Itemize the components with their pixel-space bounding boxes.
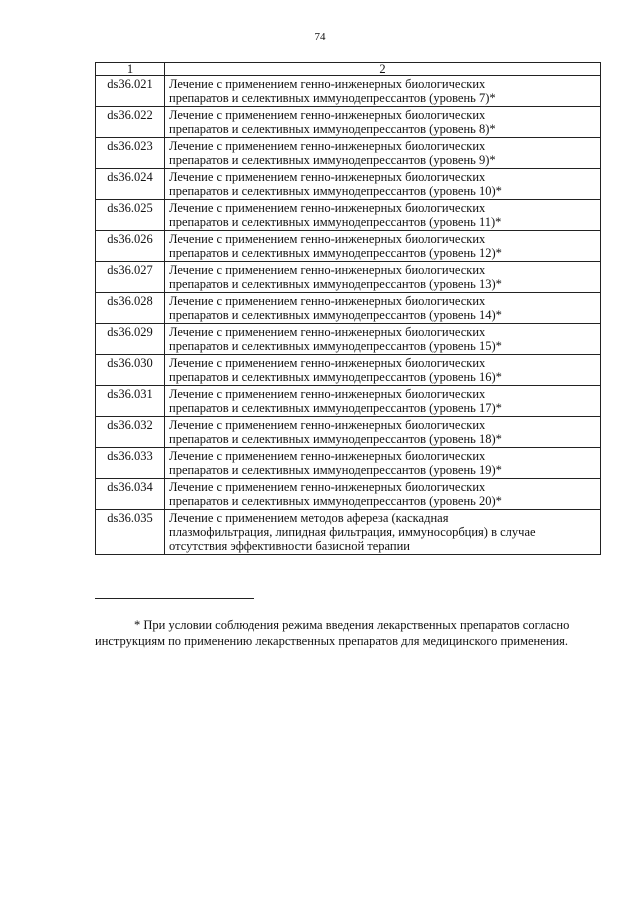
table-row bbox=[96, 262, 601, 293]
description-line: Лечение с применением генно-инженерных биологических bbox=[169, 108, 486, 122]
codes-table bbox=[95, 62, 601, 555]
table-row bbox=[96, 76, 601, 107]
description-line: препаратов и селективных иммунодепрессантов (уровень 9)* bbox=[169, 153, 496, 167]
column-header-1: 1 bbox=[96, 63, 165, 76]
table-row bbox=[96, 355, 601, 386]
description-line: Лечение с применением генно-инженерных биологических bbox=[169, 449, 486, 463]
description-line: Лечение с применением генно-инженерных биологических bbox=[169, 170, 486, 184]
footnote bbox=[95, 617, 600, 649]
description-line: Лечение с применением методов афереза (каскадная bbox=[169, 511, 449, 525]
description-line: Лечение с применением генно-инженерных биологических bbox=[169, 356, 486, 370]
row-description bbox=[165, 479, 601, 510]
description-line: Лечение с применением генно-инженерных биологических bbox=[169, 387, 486, 401]
description-line: Лечение с применением генно-инженерных биологических bbox=[169, 232, 486, 246]
table-row bbox=[96, 324, 601, 355]
row-description bbox=[165, 324, 601, 355]
page-number: 74 bbox=[314, 31, 326, 43]
description-line: препаратов и селективных иммунодепрессантов (уровень 10)* bbox=[169, 184, 502, 198]
description-line: Лечение с применением генно-инженерных биологических bbox=[169, 139, 486, 153]
row-description bbox=[165, 138, 601, 169]
row-code: ds36.026 bbox=[96, 231, 165, 262]
row-description bbox=[165, 76, 601, 107]
footnote-line: * При условии соблюдения режима введения лекарственных препаратов согласно bbox=[134, 618, 570, 632]
table-row bbox=[96, 510, 601, 555]
row-code: ds36.033 bbox=[96, 448, 165, 479]
footnote-divider bbox=[95, 598, 254, 599]
description-line: препаратов и селективных иммунодепрессантов (уровень 20)* bbox=[169, 494, 502, 508]
description-line: препаратов и селективных иммунодепрессантов (уровень 14)* bbox=[169, 308, 502, 322]
row-description bbox=[165, 417, 601, 448]
table-row bbox=[96, 231, 601, 262]
description-line: препаратов и селективных иммунодепрессантов (уровень 13)* bbox=[169, 277, 502, 291]
table-row bbox=[96, 107, 601, 138]
row-description bbox=[165, 293, 601, 324]
description-line: препаратов и селективных иммунодепрессантов (уровень 7)* bbox=[169, 91, 496, 105]
row-description bbox=[165, 262, 601, 293]
description-line: Лечение с применением генно-инженерных биологических bbox=[169, 77, 486, 91]
row-description bbox=[165, 200, 601, 231]
row-code: ds36.034 bbox=[96, 479, 165, 510]
row-code: ds36.022 bbox=[96, 107, 165, 138]
description-line: препаратов и селективных иммунодепрессантов (уровень 8)* bbox=[169, 122, 496, 136]
table-row bbox=[96, 138, 601, 169]
description-line: препаратов и селективных иммунодепрессантов (уровень 12)* bbox=[169, 246, 502, 260]
row-code: ds36.028 bbox=[96, 293, 165, 324]
row-code: ds36.025 bbox=[96, 200, 165, 231]
description-line: плазмофильтрация, липидная фильтрация, иммуносорбция) в случае bbox=[169, 525, 536, 539]
description-line: Лечение с применением генно-инженерных биологических bbox=[169, 418, 486, 432]
column-header-2: 2 bbox=[165, 63, 601, 76]
table-row bbox=[96, 417, 601, 448]
description-line: Лечение с применением генно-инженерных биологических bbox=[169, 294, 486, 308]
row-code: ds36.024 bbox=[96, 169, 165, 200]
row-description bbox=[165, 355, 601, 386]
row-code: ds36.029 bbox=[96, 324, 165, 355]
description-line: Лечение с применением генно-инженерных биологических bbox=[169, 325, 486, 339]
description-line: препаратов и селективных иммунодепрессантов (уровень 19)* bbox=[169, 463, 502, 477]
row-code: ds36.031 bbox=[96, 386, 165, 417]
row-code: ds36.027 bbox=[96, 262, 165, 293]
row-code: ds36.035 bbox=[96, 510, 165, 555]
table-header-row bbox=[96, 63, 601, 76]
row-code: ds36.021 bbox=[96, 76, 165, 107]
row-description bbox=[165, 386, 601, 417]
table-body bbox=[96, 76, 601, 555]
description-line: препаратов и селективных иммунодепрессантов (уровень 11)* bbox=[169, 215, 502, 229]
row-description bbox=[165, 169, 601, 200]
description-line: Лечение с применением генно-инженерных биологических bbox=[169, 480, 486, 494]
table-row bbox=[96, 479, 601, 510]
table-row bbox=[96, 293, 601, 324]
row-description bbox=[165, 107, 601, 138]
table-row bbox=[96, 448, 601, 479]
description-line: отсутствия эффективности базисной терапии bbox=[169, 539, 410, 553]
footnote-line: инструкциям по применению лекарственных препаратов для медицинского применения. bbox=[95, 634, 569, 648]
description-line: препаратов и селективных иммунодепрессантов (уровень 17)* bbox=[169, 401, 502, 415]
description-line: препаратов и селективных иммунодепрессантов (уровень 16)* bbox=[169, 370, 502, 384]
description-line: препаратов и селективных иммунодепрессантов (уровень 15)* bbox=[169, 339, 502, 353]
row-code: ds36.023 bbox=[96, 138, 165, 169]
row-code: ds36.030 bbox=[96, 355, 165, 386]
row-code: ds36.032 bbox=[96, 417, 165, 448]
description-line: Лечение с применением генно-инженерных биологических bbox=[169, 263, 486, 277]
table-row bbox=[96, 386, 601, 417]
row-description bbox=[165, 448, 601, 479]
row-description bbox=[165, 231, 601, 262]
description-line: Лечение с применением генно-инженерных биологических bbox=[169, 201, 486, 215]
table-row bbox=[96, 169, 601, 200]
row-description bbox=[165, 510, 601, 555]
table-row bbox=[96, 200, 601, 231]
description-line: препаратов и селективных иммунодепрессантов (уровень 18)* bbox=[169, 432, 502, 446]
